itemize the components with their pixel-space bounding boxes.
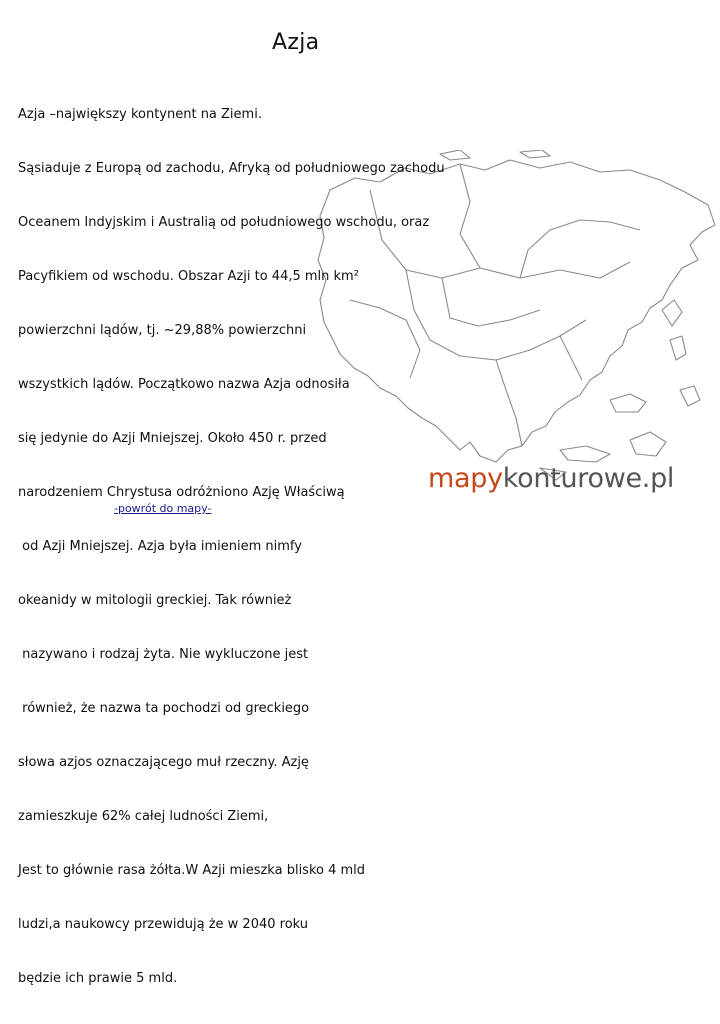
body-line: Jest to głównie rasa żółta.W Azji mieszka blisko 4 mld [18,863,366,878]
body-line: powierzchni lądów, tj. ~29,88% powierzchni [18,323,307,338]
body-line: nazywano i rodzaj żyta. Nie wykluczone jest [18,647,309,662]
body-line: wszystkich lądów. Początkowo nazwa Azja odnosiła [18,377,350,392]
back-to-map-link[interactable]: -powrót do mapy- [114,502,212,515]
body-line: ludzi,a naukowcy przewidują że w 2040 roku [18,917,309,932]
body-line: Pacyfikiem od wschodu. Obszar Azji to 44,5 mln km² [18,269,359,284]
body-line: okeanidy w mitologii greckiej. Tak również [18,593,292,608]
watermark-part1: mapy [428,463,503,494]
body-line: słowa azjos oznaczającego muł rzeczny. Azję [18,755,309,770]
body-line: od Azji Mniejszej. Azja była imieniem nimfy [18,539,302,554]
site-watermark [428,463,674,494]
body-line: się jedynie do Azji Mniejszej. Około 450 r. przed [18,431,327,446]
body-line: zamieszkuje 62% całej ludności Ziemi, [18,809,269,824]
body-line: Oceanem Indyjskim i Australią od południowego wschodu, oraz [18,215,430,230]
body-line: narodzeniem Chrystusa odróżniono Azję Właściwą [18,485,345,500]
body-line: będzie ich prawie 5 mld. [18,971,178,986]
body-line: Sąsiaduje z Europą od zachodu, Afryką od południowego zachodu [18,161,445,176]
slide-title: Azja [272,30,320,55]
watermark-part2: konturowe.pl [502,463,675,494]
body-line: Azja –największy kontynent na Ziemi. [18,107,262,122]
body-line: również, że nazwa ta pochodzi od greckiego [18,701,310,716]
body-paragraph [18,70,538,1024]
